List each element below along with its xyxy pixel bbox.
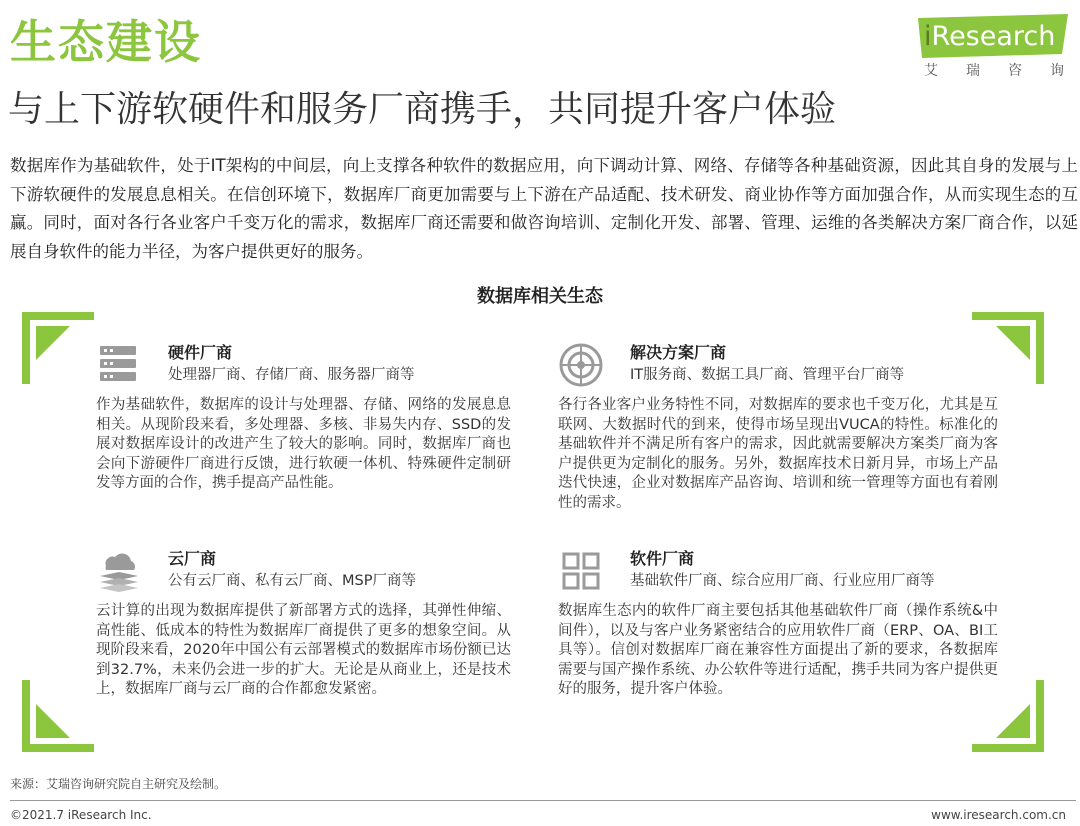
cloud-icon	[96, 548, 142, 594]
card-subtitle: 处理器厂商、存储厂商、服务器厂商等	[168, 367, 415, 383]
card-title: 云厂商	[168, 549, 217, 568]
card-body: 数据库生态内的软件厂商主要包括其他基础软件厂商（操作系统&中间件），以及与客户业务紧密结合的应用软件厂商（ERP、OA、BI工具等）。信创对数据库厂商在兼容性方面提出了新的要求，各数据库需要与国产操作系统、办公软件等进行适配，携手共同为客户提供更好的服务，提升客户体验。	[558, 603, 998, 697]
website-link[interactable]: www.iresearch.com.cn	[931, 808, 1066, 822]
card-subtitle: 基础软件厂商、综合应用厂商、行业应用厂商等	[630, 573, 935, 589]
logo-i: i	[924, 21, 932, 52]
corner-bracket-top-left	[22, 312, 94, 384]
card-title: 软件厂商	[630, 549, 695, 568]
card-subtitle: IT服务商、数据工具厂商、管理平台厂商等	[630, 367, 905, 383]
intro-paragraph: 数据库作为基础软件，处于IT架构的中间层，向上支撑各种软件的数据应用，向下调动计算、网络、存储等各种基础资源，因此其自身的发展与上下游软硬件的发展息息相关。在信创环境下，数据库厂商更加需要与上下游在产品适配、技术研发、商业协作等方面加强合作，从而实现生态的互赢。同时，面对各行各业客户千变万化的需求，数据库厂商还需要和做咨询培训、定制化开发、部署、管理、运维的各类解决方案厂商合作，以延展自身软件的能力半径，为客户提供更好的服务。	[10, 156, 1078, 261]
card-hardware	[96, 342, 526, 522]
card-solution	[558, 342, 998, 522]
logo-word: Research	[931, 21, 1056, 52]
card-body: 云计算的出现为数据库提供了新部署方式的选择，其弹性伸缩、高性能、低成本的特性为数据库厂商提供了更多的想象空间。从现阶段来看，2020年中国公有云部署模式的数据库市场份额已达到32.7%，未来仍会进一步的扩大。无论是从商业上，还是技术上，数据库厂商与云厂商的合作都愈发紧密。	[96, 603, 511, 697]
logo-chinese	[924, 60, 1064, 80]
card-cloud	[96, 548, 526, 728]
card-title: 解决方案厂商	[630, 343, 727, 362]
logo-cn-char: 询	[1050, 63, 1064, 79]
card-software	[558, 548, 998, 728]
server-icon	[96, 342, 142, 388]
corner-bracket-bottom-left	[22, 680, 94, 752]
iresearch-logo	[918, 14, 1068, 84]
card-body: 各行各业客户业务特性不同，对数据库的要求也千变万化，尤其是互联网、大数据时代的到来，使得市场呈现出VUCA的特性。标准化的基础软件并不满足所有客户的需求，因此就需要解决方案类厂商为客户提供更为定制化的服务。另外，数据库技术日新月异，市场上产品迭代快速，企业对数据库产品咨询、培训和统一管理等方面也有着刚性的需求。	[558, 397, 998, 511]
copyright: ©2021.7 iResearch Inc.	[10, 808, 152, 822]
logo-cn-char: 瑞	[966, 63, 980, 79]
solution-icon	[558, 342, 604, 388]
page-title: 与上下游软硬件和服务厂商携手，共同提升客户体验	[8, 89, 837, 130]
section-title: 生态建设	[10, 15, 202, 69]
diagram-title: 数据库相关生态	[477, 286, 603, 307]
logo-cn-char: 艾	[924, 63, 938, 79]
source-note: 来源：艾瑞咨询研究院自主研究及绘制。	[10, 777, 227, 791]
logo-cn-char: 咨	[1008, 63, 1022, 79]
software-icon	[558, 548, 604, 594]
footer-divider	[10, 800, 1076, 801]
card-title: 硬件厂商	[168, 343, 233, 362]
card-body: 作为基础软件，数据库的设计与处理器、存储、网络的发展息息相关。从现阶段来看，多处理器、多核、非易失内存、SSD的发展对数据库设计的改进产生了较大的影响。同时，数据库厂商也会向下游硬件厂商进行反馈，进行软硬一体机、特殊硬件定制研发等方面的合作，携手提高产品性能。	[96, 397, 511, 491]
card-subtitle: 公有云厂商、私有云厂商、MSP厂商等	[168, 573, 416, 589]
